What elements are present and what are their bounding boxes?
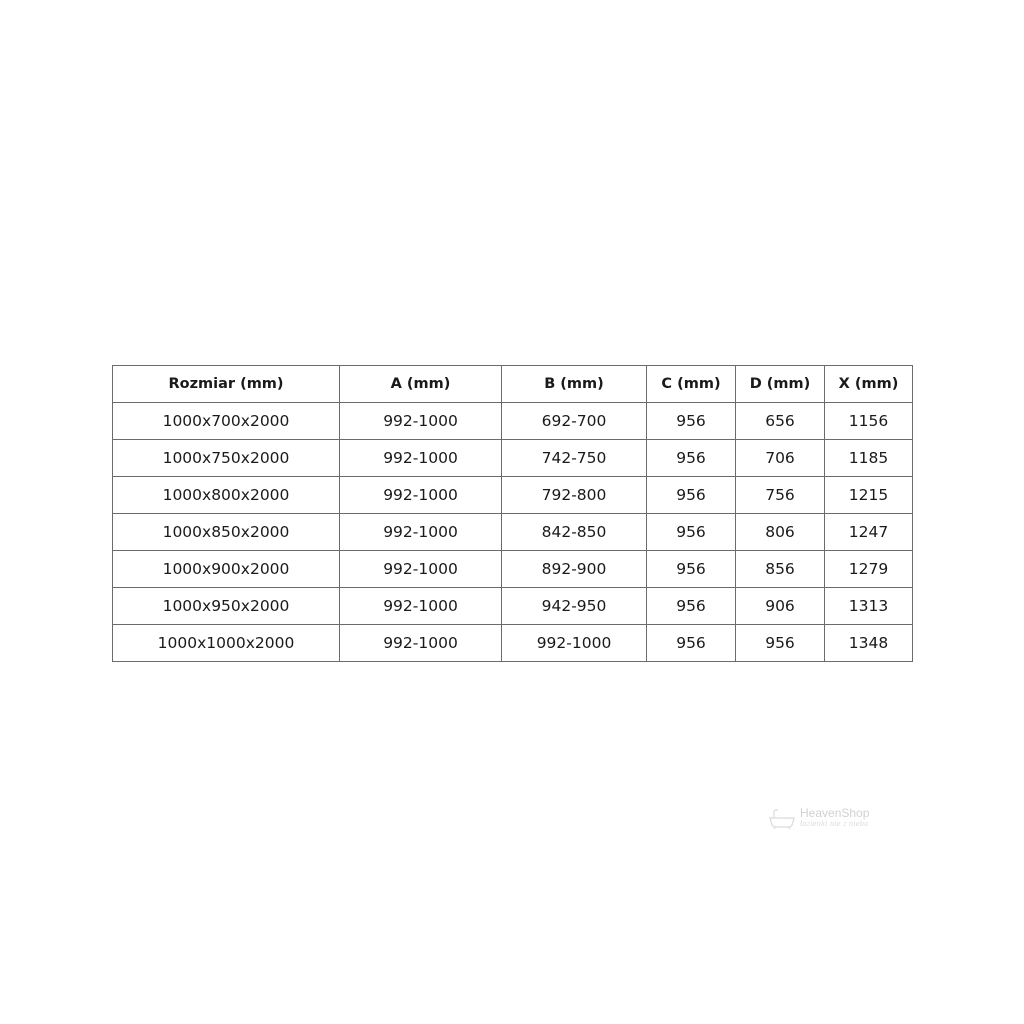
cell-c: 956 bbox=[647, 403, 736, 440]
cell-c: 956 bbox=[647, 625, 736, 662]
cell-x: 1185 bbox=[825, 440, 913, 477]
cell-x: 1348 bbox=[825, 625, 913, 662]
cell-a: 992-1000 bbox=[340, 551, 502, 588]
cell-c: 956 bbox=[647, 588, 736, 625]
cell-rozmiar: 1000x950x2000 bbox=[113, 588, 340, 625]
table-row bbox=[113, 551, 913, 588]
cell-d: 756 bbox=[736, 477, 825, 514]
cell-b: 742-750 bbox=[502, 440, 647, 477]
header-x: X (mm) bbox=[825, 366, 913, 403]
cell-rozmiar: 1000x700x2000 bbox=[113, 403, 340, 440]
header-d: D (mm) bbox=[736, 366, 825, 403]
cell-d: 956 bbox=[736, 625, 825, 662]
cell-d: 906 bbox=[736, 588, 825, 625]
bathtub-icon bbox=[768, 808, 798, 830]
cell-c: 956 bbox=[647, 440, 736, 477]
cell-rozmiar: 1000x750x2000 bbox=[113, 440, 340, 477]
table-row bbox=[113, 477, 913, 514]
header-rozmiar: Rozmiar (mm) bbox=[113, 366, 340, 403]
cell-b: 792-800 bbox=[502, 477, 647, 514]
cell-a: 992-1000 bbox=[340, 625, 502, 662]
table-row bbox=[113, 403, 913, 440]
cell-a: 992-1000 bbox=[340, 403, 502, 440]
cell-c: 956 bbox=[647, 477, 736, 514]
cell-x: 1313 bbox=[825, 588, 913, 625]
cell-b: 892-900 bbox=[502, 551, 647, 588]
cell-d: 856 bbox=[736, 551, 825, 588]
table-row bbox=[113, 625, 913, 662]
cell-c: 956 bbox=[647, 514, 736, 551]
cell-d: 656 bbox=[736, 403, 825, 440]
cell-x: 1215 bbox=[825, 477, 913, 514]
cell-x: 1156 bbox=[825, 403, 913, 440]
cell-rozmiar: 1000x800x2000 bbox=[113, 477, 340, 514]
header-a: A (mm) bbox=[340, 366, 502, 403]
cell-b: 842-850 bbox=[502, 514, 647, 551]
header-c: C (mm) bbox=[647, 366, 736, 403]
table-row bbox=[113, 440, 913, 477]
cell-d: 806 bbox=[736, 514, 825, 551]
dimensions-table bbox=[112, 365, 913, 662]
header-b: B (mm) bbox=[502, 366, 647, 403]
cell-x: 1279 bbox=[825, 551, 913, 588]
heavenshop-watermark bbox=[768, 806, 878, 832]
cell-rozmiar: 1000x900x2000 bbox=[113, 551, 340, 588]
table-row bbox=[113, 514, 913, 551]
cell-a: 992-1000 bbox=[340, 477, 502, 514]
cell-a: 992-1000 bbox=[340, 588, 502, 625]
cell-a: 992-1000 bbox=[340, 440, 502, 477]
cell-rozmiar: 1000x1000x2000 bbox=[113, 625, 340, 662]
cell-rozmiar: 1000x850x2000 bbox=[113, 514, 340, 551]
table-row bbox=[113, 588, 913, 625]
cell-c: 956 bbox=[647, 551, 736, 588]
watermark-tagline: łazienki nie z nieba bbox=[800, 820, 869, 828]
cell-a: 992-1000 bbox=[340, 514, 502, 551]
cell-b: 692-700 bbox=[502, 403, 647, 440]
cell-b: 942-950 bbox=[502, 588, 647, 625]
table-header-row bbox=[113, 366, 913, 403]
cell-x: 1247 bbox=[825, 514, 913, 551]
cell-d: 706 bbox=[736, 440, 825, 477]
watermark-brand: HeavenShop bbox=[800, 806, 870, 820]
cell-b: 992-1000 bbox=[502, 625, 647, 662]
